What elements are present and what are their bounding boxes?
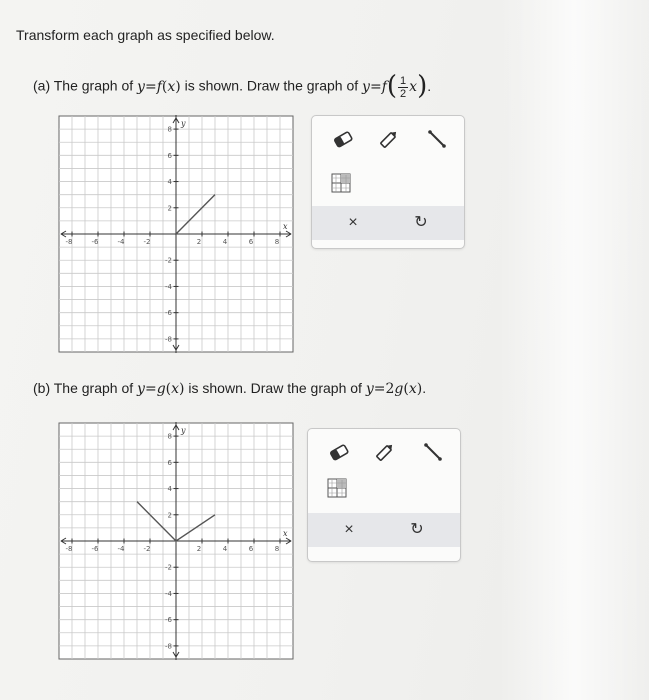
y-tick-label: 2 <box>167 204 172 213</box>
x-tick-label: 8 <box>274 238 280 246</box>
part-b-given-equation: y=g(x) <box>137 381 185 397</box>
fraction-one-half: $\frac{1}{2}$ <box>400 74 407 100</box>
y-tick-label: -2 <box>165 256 172 265</box>
x-tick-label: -6 <box>91 545 99 553</box>
instructions-text: Transform each graph as specified below. <box>16 27 275 43</box>
fill-region-icon[interactable] <box>326 477 348 499</box>
graph-b-plot[interactable] <box>58 422 294 660</box>
y-tick-label: 4 <box>167 485 172 494</box>
eraser-icon[interactable] <box>332 128 354 150</box>
part-b-middle: is shown. Draw the graph of <box>188 380 362 396</box>
part-a-target-equation: y=f( $\frac{1}{2}$ x). <box>362 71 432 101</box>
graph-a-toolbox <box>311 115 465 249</box>
eraser-icon[interactable] <box>328 441 350 463</box>
x-axis-label: x <box>283 529 288 538</box>
x-tick-label: 4 <box>222 238 228 246</box>
graph-a-plot[interactable] <box>58 115 294 353</box>
x-tick-label: 6 <box>248 238 254 246</box>
toolbox-action-bar <box>312 206 464 240</box>
x-tick-label: 4 <box>222 545 228 553</box>
x-tick-label: -8 <box>65 238 73 246</box>
x-tick-label: 8 <box>274 545 280 553</box>
pencil-icon[interactable] <box>374 441 396 463</box>
undo-button[interactable]: ↻ <box>414 214 428 231</box>
part-b-prefix: (b) The graph of <box>33 380 134 396</box>
clear-button[interactable]: × <box>344 521 354 538</box>
toolbox-action-bar <box>308 513 460 547</box>
y-tick-label: -8 <box>165 642 172 651</box>
clear-button[interactable]: × <box>348 214 358 231</box>
y-tick-label: 2 <box>167 511 172 520</box>
y-tick-label: -4 <box>165 282 172 291</box>
part-a-middle: is shown. Draw the graph of <box>184 77 359 94</box>
part-a-given-equation: y=f(x) <box>137 78 181 95</box>
x-tick-label: 2 <box>196 238 202 246</box>
pencil-icon[interactable] <box>378 128 400 150</box>
y-tick-label: -8 <box>165 335 172 344</box>
part-b-target-equation: y=2g(x). <box>365 380 427 397</box>
line-tool-icon[interactable] <box>426 128 448 150</box>
x-tick-label: -4 <box>117 545 125 553</box>
x-tick-label: -2 <box>143 545 151 553</box>
x-tick-label: 2 <box>196 545 202 553</box>
y-axis-label: y <box>181 119 186 128</box>
x-tick-label: -8 <box>65 545 73 553</box>
x-tick-label: -4 <box>117 238 125 246</box>
part-a-prefix: (a) The graph of <box>33 77 134 94</box>
x-tick-label: -2 <box>143 238 151 246</box>
y-tick-label: 8 <box>167 125 172 134</box>
y-tick-label: 6 <box>167 458 172 467</box>
screen-glare <box>499 0 649 700</box>
y-tick-label: 4 <box>167 178 172 187</box>
y-tick-label: -4 <box>165 589 172 598</box>
y-axis-label: y <box>181 426 186 435</box>
graph-b-toolbox <box>307 428 461 562</box>
y-tick-label: 6 <box>167 151 172 160</box>
x-axis-label: x <box>283 222 288 231</box>
undo-button[interactable]: ↻ <box>410 521 424 538</box>
x-tick-label: -6 <box>91 238 99 246</box>
y-tick-label: 8 <box>167 432 172 441</box>
y-tick-label: -6 <box>165 309 172 318</box>
y-tick-label: -2 <box>165 563 172 572</box>
part-b-prompt <box>33 380 426 397</box>
fill-region-icon[interactable] <box>330 172 352 194</box>
x-tick-label: 6 <box>248 545 254 553</box>
y-tick-label: -6 <box>165 616 172 625</box>
line-tool-icon[interactable] <box>422 441 444 463</box>
part-a-prompt <box>33 72 431 102</box>
